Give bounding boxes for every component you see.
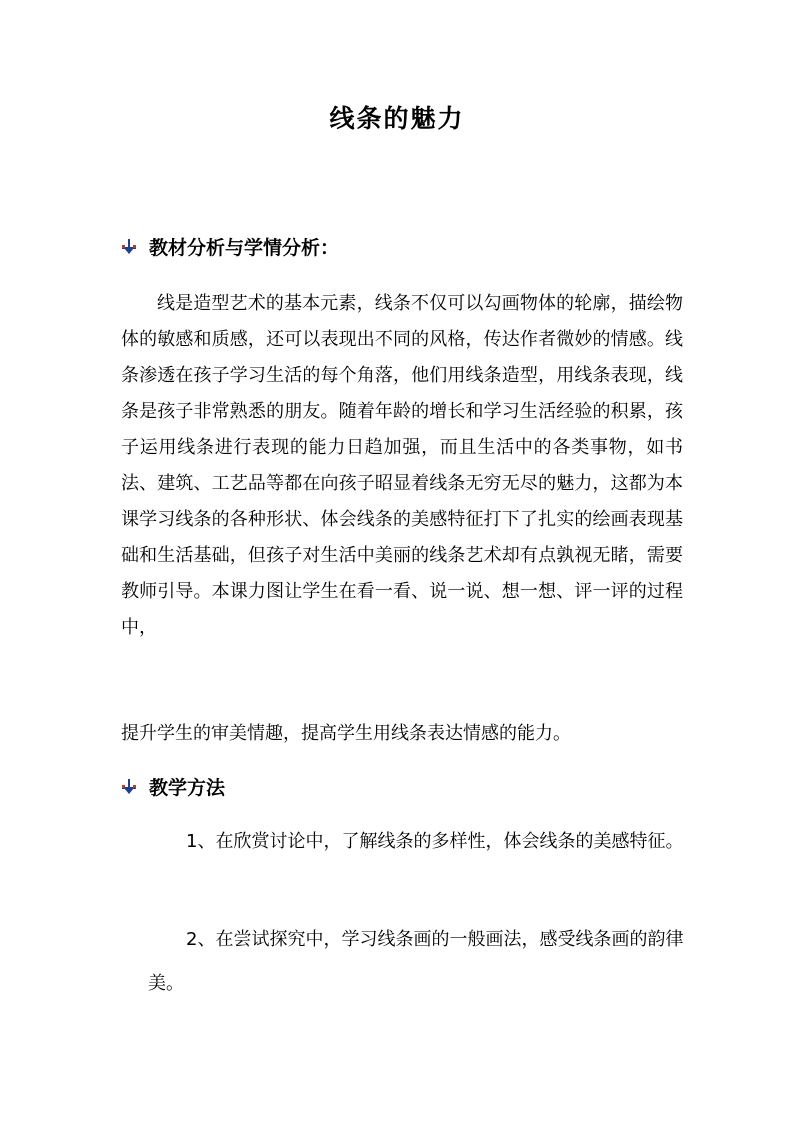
arrow-bullet-icon — [121, 237, 137, 255]
method-item: 2、在尝试探究中，学习线条画的一般画法，感受线条画的韵律美。 — [148, 929, 684, 994]
section-heading-analysis — [121, 231, 339, 261]
document-title: 线条的魅力 — [329, 104, 465, 133]
section-heading-text: 教学方法 — [149, 776, 226, 799]
section-heading-methods — [121, 771, 225, 801]
arrow-bullet-icon — [121, 777, 137, 795]
method-item: 1、在欣赏讨论中，了解线条的多样性，体会线条的美感特征。 — [186, 831, 684, 852]
section-heading-text: 教材分析与学情分析： — [149, 236, 340, 259]
analysis-paragraph-continued: 提升学生的审美情趣，提高学生用线条表达情感的能力。 — [121, 723, 571, 744]
analysis-paragraph: 线是造型艺术的基本元素，线条不仅可以勾画物体的轮廓，描绘物体的敏感和质感，还可以表现出不同的风格，传达作者微妙的情感。线条渗透在孩子学习生活的每个角落，他们用线条造型，用线条表现，线条是孩子非常熟悉的朋友。随着年龄的增长和学习生活经验的积累，孩子运用线条进行表现的能力日趋加强，而且生活中的各类事物，如书法、建筑、工艺品等都在向孩子昭显着线条无穷无尽的魅力，这都为本课学习线条的各种形状、体会线条的美感特征打下了扎实的绘画表现基础和生活基础，但孩子对生活中美丽的线条艺术却有点孰视无睹，需要教师引导。本课力图让学生在看一看、说一说、想一想、评一评的过程中， — [121, 293, 683, 638]
